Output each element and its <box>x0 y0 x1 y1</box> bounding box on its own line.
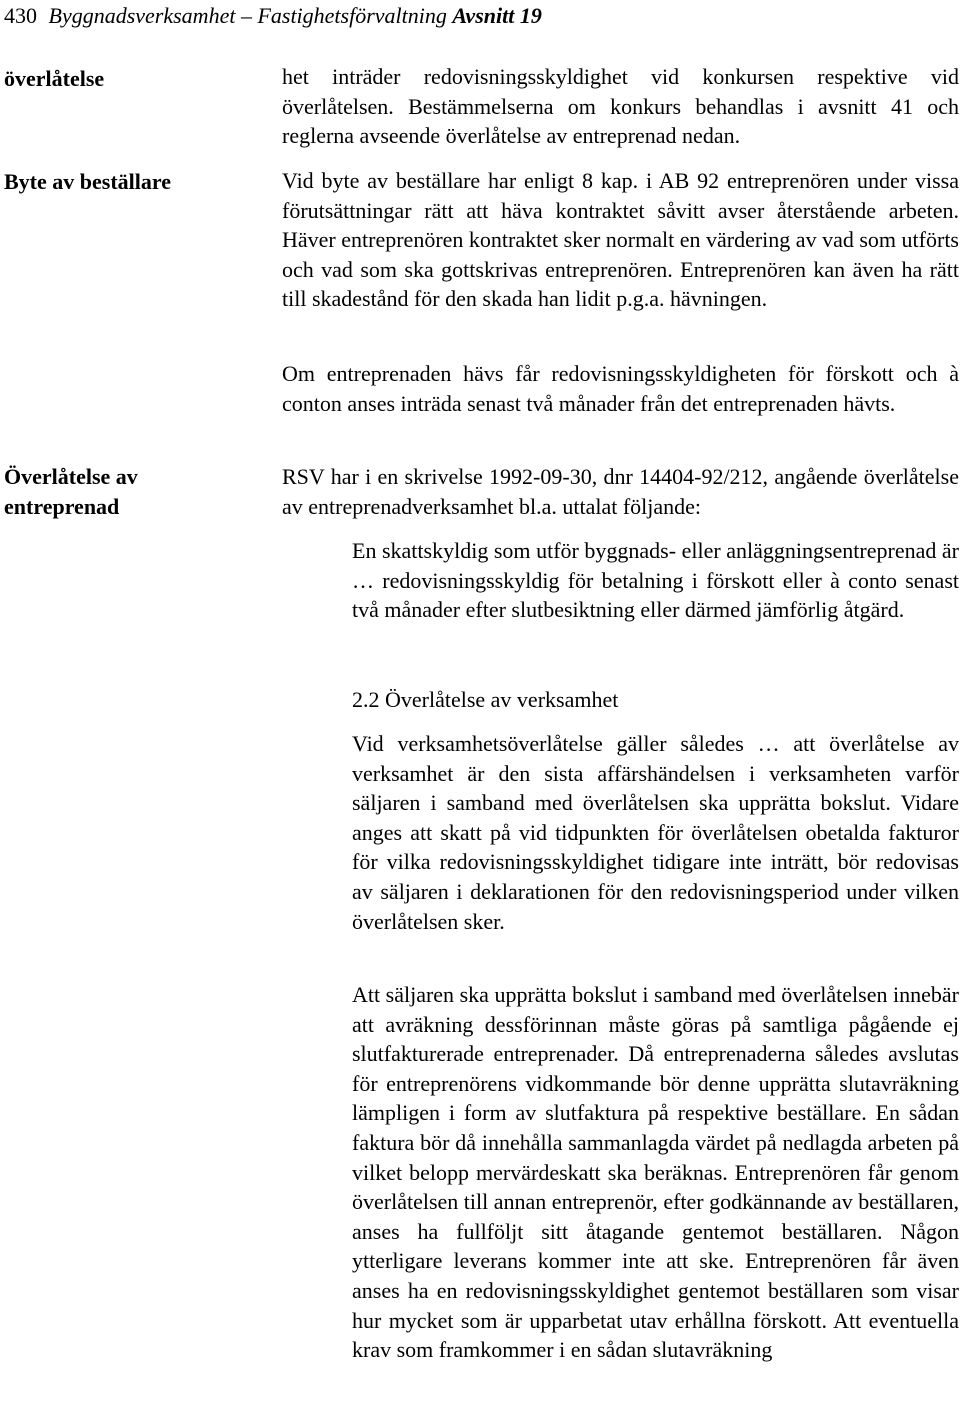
page-number: 430 <box>4 3 37 28</box>
page-header <box>4 2 542 30</box>
paragraph-konkurs: het inträder redovisningsskyldighet vid konkursen respektive vid överlåtelsen. Bestämmelserna om konkurs behandlas i avsnitt 41 och reglerna avseende överlåtelse av entreprenad nedan. <box>282 64 959 149</box>
quote-verksamhetsoverlatelse: Vid verksamhetsöverlåtelse gäller således … att överlåtelse av verksamhet är den sista affärshändelsen i verksamheten varför säljaren i samband med överlåtelsen ska upprätta bokslut. Vidare anges att skatt på vid tidpunkten för överlåtelsen obetalda fakturor för vilka redovisningsskyldighet tidigare inte inträtt, bör redovisas av säljaren i deklarationen för den redovisningsperiod under vilken överlåtelsen sker. <box>352 731 959 934</box>
quote-bokslut-avrakning: Att säljaren ska upprätta bokslut i samband med överlåtelsen innebär att avräkning dessförinnan måste göras på samtliga pågående ej slutfakturerade entreprenader. Då entreprenaderna således avslutas för entreprenörens vidkommande bör denne upprätta slutavräkning lämpligen i form av slutfaktura på respektive beställare. En sådan faktura bör då innehålla sammanlagda värdet på nedlagda arbeten på vilket belopp mervärdeskatt ska beräknas. Entreprenören får genom överlåtelsen till annan entreprenör, efter godkännande av beställaren, anses ha fullföljt sitt åtagande gentemot beställaren. Någon ytterligare leverans kommer inte att ske. Entreprenören får även anses ha en redovisningsskyldighet gentemot beställaren som visar hur mycket som är upparbetat utav erhållna förskott. Att eventuella krav som framkommer i en sådan slutavräkning <box>352 982 959 1363</box>
margin-note-byte-av-bestallare: Byte av beställare <box>4 169 172 194</box>
quote-heading-overlatelse-av-verksamhet: 2.2 Överlåtelse av verksamhet <box>352 687 619 712</box>
margin-note-overlatelse-av-entreprenad: Överlåtelse av entreprenad <box>4 464 138 519</box>
section-label: Avsnitt 19 <box>452 3 542 28</box>
paragraph-havning: Om entreprenaden hävs får redovisningsskyldigheten för förskott och à conton anses inträda senast två månader från det entreprenaden hävts. <box>282 361 959 416</box>
running-title: Byggnadsverksamhet – Fastighetsförvaltning <box>48 3 447 28</box>
paragraph-byte-av-bestallare: Vid byte av beställare har enligt 8 kap. i AB 92 entreprenören under vissa förutsättningar rätt att häva kontraktet såvitt avser återstående arbeten. Häver entreprenören kontraktet sker normalt en värdering av vad som utförts och vad som ska gottskrivas entreprenören. Entreprenören kan även ha rätt till skadestånd för den skada han lidit p.g.a. hävningen. <box>282 168 959 312</box>
quote-skattskyldig: En skattskyldig som utför byggnads- eller anläggningsentreprenad är … redovisningsskyldig för betalning i förskott eller à conto senast två månader efter slutbesiktning eller därmed jämförlig åtgärd. <box>352 538 959 623</box>
margin-note-overlatelse: överlåtelse <box>4 66 105 91</box>
paragraph-rsv-skrivelse: RSV har i en skrivelse 1992-09-30, dnr 14404-92/212, angående överlåtelse av entreprenadverksamhet bl.a. uttalat följande: <box>282 464 959 519</box>
